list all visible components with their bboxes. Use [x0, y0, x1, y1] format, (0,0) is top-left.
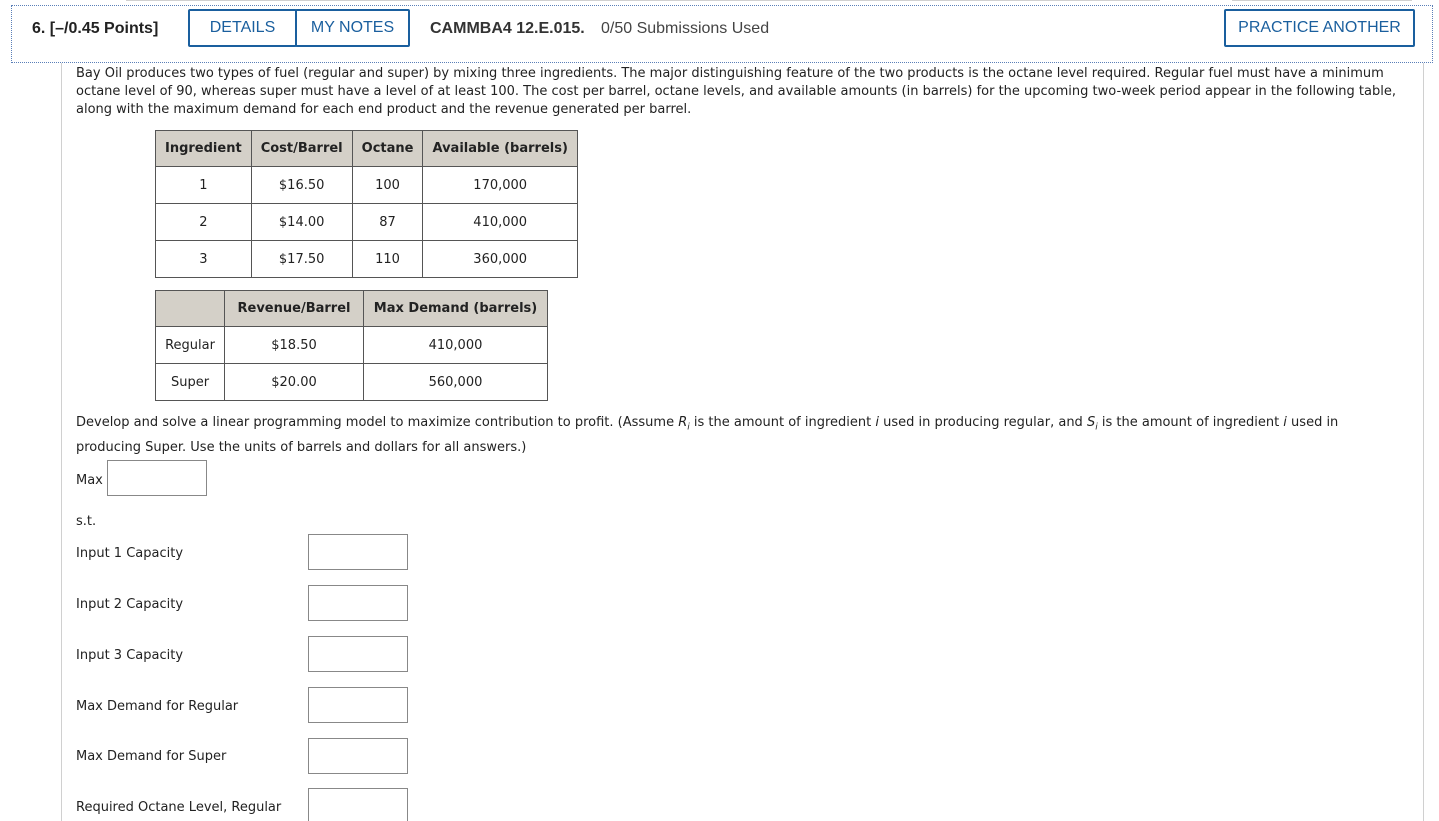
table-row [156, 327, 548, 364]
practice-another-button[interactable]: PRACTICE ANOTHER [1224, 9, 1415, 47]
constraint-label: Max Demand for Regular [76, 699, 239, 714]
table-header-row [156, 291, 548, 327]
table-row [156, 204, 578, 241]
input-1-capacity-field[interactable] [308, 534, 408, 570]
table-header: Max Demand (barrels) [364, 291, 548, 327]
top-divider-right [1232, 0, 1412, 1]
table-cell: Regular [156, 327, 225, 364]
table-cell: $18.50 [225, 327, 364, 364]
develop-text: is the amount of ingredient [689, 415, 876, 430]
question-number-points [32, 20, 158, 38]
constraint-label: Input 1 Capacity [76, 546, 184, 561]
table-header: Available (barrels) [423, 131, 577, 167]
table-cell: 110 [352, 241, 423, 278]
var-r: R [678, 415, 688, 430]
table-header: Revenue/Barrel [225, 291, 364, 327]
question-number: 6. [32, 20, 46, 37]
table-row [156, 241, 578, 278]
table-row [156, 167, 578, 204]
table-cell: $17.50 [251, 241, 352, 278]
products-table [155, 290, 548, 401]
max-demand-regular-field[interactable] [308, 687, 408, 723]
develop-text: used in producing regular, and [878, 415, 1087, 430]
question-header [11, 5, 1433, 63]
constraint-label: Required Octane Level, Regular [76, 800, 282, 815]
table-header: Cost/Barrel [251, 131, 352, 167]
details-button[interactable]: DETAILS [188, 9, 297, 47]
table-cell: 1 [156, 167, 252, 204]
table-cell: 410,000 [423, 204, 577, 241]
question-body [61, 63, 1424, 821]
var-i: i [687, 422, 690, 433]
table-cell: 87 [352, 204, 423, 241]
question-points: [–/0.45 Points] [49, 20, 159, 37]
st-label: s.t. [76, 514, 97, 529]
octane-regular-field[interactable] [308, 788, 408, 821]
table-cell: 560,000 [364, 364, 548, 401]
develop-text: Develop and solve a linear programming model to maximize contribution to profit. (Assume [76, 415, 679, 430]
table-cell: $14.00 [251, 204, 352, 241]
max-label: Max [76, 473, 103, 488]
submissions-used: 0/50 Submissions Used [601, 20, 770, 37]
table-cell: 3 [156, 241, 252, 278]
table-header: Ingredient [156, 131, 252, 167]
objective-input[interactable] [107, 460, 207, 496]
constraint-label: Input 3 Capacity [76, 648, 184, 663]
table-cell: 170,000 [423, 167, 577, 204]
var-i: i [1283, 415, 1287, 430]
table-header-row [156, 131, 578, 167]
top-divider [126, 0, 1160, 1]
develop-text: is the amount of ingredient [1097, 415, 1284, 430]
table-cell: 360,000 [423, 241, 577, 278]
input-3-capacity-field[interactable] [308, 636, 408, 672]
var-i: i [1095, 422, 1098, 433]
table-cell: 100 [352, 167, 423, 204]
problem-code: CAMMBA4 12.E.015. [430, 20, 585, 37]
table-cell: $20.00 [225, 364, 364, 401]
constraint-label: Max Demand for Super [76, 749, 227, 764]
constraint-label: Input 2 Capacity [76, 597, 184, 612]
table-header: Octane [352, 131, 423, 167]
intro-text: Bay Oil produces two types of fuel (regular and super) by mixing three ingredients. The major distinguishing feature of the two products is the octane level required. Regular fuel must have a minimum octane level of 90, whereas super must have a level of at least 100. The cost per barrel, octane levels, and available amounts (in barrels) for the upcoming two-week period appear in the following table, along with the maximum demand for each end product and the revenue generated per barrel. [76, 66, 1396, 117]
table-cell: Super [156, 364, 225, 401]
var-i: i [875, 415, 879, 430]
table-header [156, 291, 225, 327]
develop-instructions [76, 413, 1396, 458]
my-notes-button[interactable]: MY NOTES [295, 9, 410, 47]
table-row [156, 364, 548, 401]
max-demand-super-field[interactable] [308, 738, 408, 774]
develop-text: used in producing Super. Use the units of barrels and dollars for all answers.) [76, 415, 1339, 455]
table-cell: $16.50 [251, 167, 352, 204]
table-cell: 2 [156, 204, 252, 241]
table-cell: 410,000 [364, 327, 548, 364]
input-2-capacity-field[interactable] [308, 585, 408, 621]
var-s: S [1086, 415, 1096, 430]
ingredients-table [155, 130, 578, 278]
